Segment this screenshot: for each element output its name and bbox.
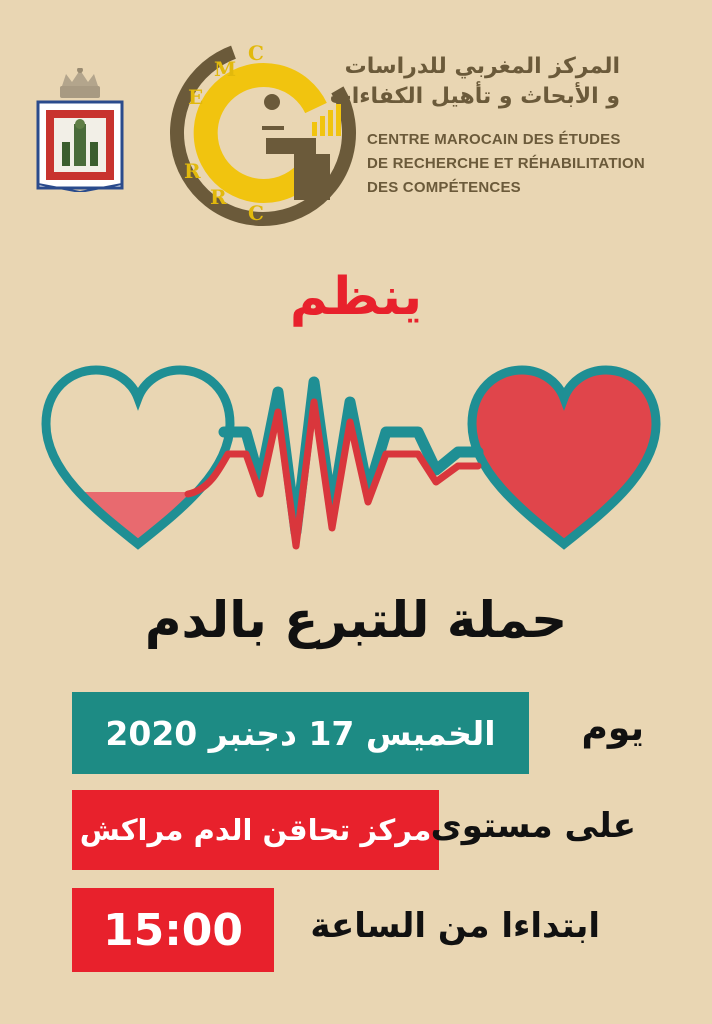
- logo-letter-r: R: [184, 159, 201, 183]
- logo-letter-r2: R: [210, 185, 227, 209]
- logo-letter-m: M: [214, 57, 237, 81]
- logo-letter-c: C: [248, 41, 264, 65]
- logo-letter-e: E: [188, 85, 204, 109]
- org-fr-line1: CENTRE MAROCAIN DES ÉTUDES: [367, 131, 621, 148]
- coat-of-arms-emblem: [34, 68, 126, 192]
- time-banner: [72, 888, 274, 972]
- event-time: 15:00: [102, 904, 244, 956]
- logo-letter-c2: C: [248, 201, 264, 225]
- campaign-title: حملة للتبرع بالدم: [144, 591, 568, 649]
- date-banner: [72, 692, 529, 774]
- full-heart-icon: [472, 370, 656, 544]
- organizes-title: ينظم: [289, 267, 423, 327]
- organization-name-arabic: [290, 52, 620, 112]
- org-fr-line2: DE RECHERCHE ET RÉHABILITATION: [367, 155, 645, 172]
- start-time-label: ابتداءا من الساعة: [310, 906, 600, 946]
- location-label: على مستوى: [430, 806, 636, 846]
- empty-heart-icon: [38, 370, 238, 552]
- organization-name-french: [367, 128, 707, 200]
- org-fr-line3: DES COMPÉTENCES: [367, 179, 521, 196]
- day-label: يوم: [581, 708, 644, 749]
- org-ar-line2: و الأبحاث و تأهيل الكفاءات: [329, 84, 620, 109]
- event-date: الخميس 17 دجنبر 2020: [105, 713, 496, 753]
- org-ar-line1: المركز المغربي للدراسات: [344, 54, 620, 79]
- event-location: مركز تحاقن الدم مراكش: [79, 813, 432, 847]
- crown-icon: [60, 68, 100, 98]
- hearts-heartbeat-illustration: [38, 362, 674, 562]
- location-banner: [72, 790, 439, 870]
